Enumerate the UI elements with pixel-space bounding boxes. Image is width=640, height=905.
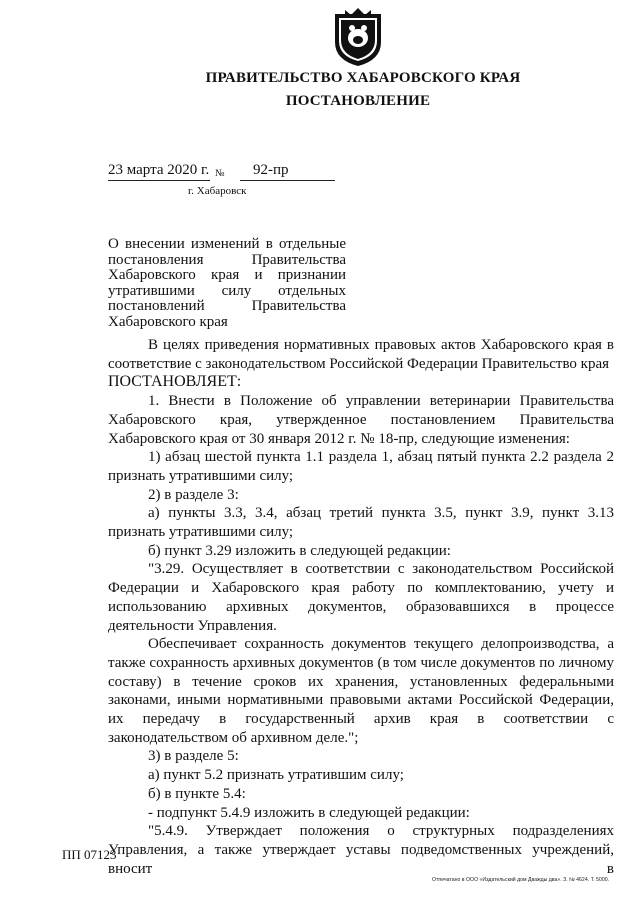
document-type: ПОСТАНОВЛЕНИЕ [285,93,431,109]
body-paragraph: а) пункт 5.2 признать утратившим силу; [148,767,404,784]
city-name: г. Хабаровск [188,185,247,197]
organization-title: ПРАВИТЕЛЬСТВО ХАБАРОВСКОГО КРАЯ [205,70,521,86]
decree-word: ПОСТАНОВЛЯЕТ: [108,373,242,391]
body-paragraph: "3.29. Осуществляет в соответствии с законодательством Российской Федерации и Хабаровского края работу по комплектованию, учету и использованию архивных документов, образовавшихся в процессе деятельности Управления. [108,561,614,634]
document-number: 92-пр [253,162,289,178]
body-paragraph: 3) в разделе 5: [148,748,239,765]
printer-note: Отпечатано в ООО «Издательский дом Дважды два». З. № 4624. Т. 5000. [432,877,610,883]
body-paragraph: Обеспечивает сохранность документов текущего делопроизводства, а также сохранность архивных документов (в том числе документов по личному составу) в течение сроков их хранения, установленных федеральными законами, иными нормативными правовыми актами Российской Федерации, их передачу в государственный архив края в соответствии с законодательством об архивном деле."; [108,636,614,746]
khabarovsk-coat-of-arms-icon [331,6,385,68]
document-subject: О внесении изменений в отдельные постановления Правительства Хабаровского края и признании утратившими силу отдельных постановлений Правительства Хабаровского края [108,236,346,330]
number-underline [240,180,335,181]
body-paragraph: а) пункты 3.3, 3.4, абзац третий пункта 3.5, пункт 3.9, пункт 3.13 признать утратившими силу; [108,505,614,541]
body-paragraph: б) в пункте 5.4: [148,785,246,802]
body-paragraph: 1. Внести в Положение об управлении ветеринарии Правительства Хабаровского края, утвержденное постановлением Правительства Хабаровского края от 30 января 2012 г. № 18-пр, следующие изменения: [108,393,614,447]
document-code: ПП 07123 [62,847,117,862]
body-paragraph: 1) абзац шестой пункта 1.1 раздела 1, абзац пятый пункта 2.2 раздела 2 признать утратившими силу; [108,449,614,484]
body-paragraph: - подпункт 5.4.9 изложить в следующей редакции: [148,804,470,821]
body-paragraph: В целях приведения нормативных правовых актов Хабаровского края в соответствие с законодательством Российской Федерации Правительство края [108,337,614,372]
date-underline [108,180,210,181]
document-body [108,336,614,878]
body-paragraph: б) пункт 3.29 изложить в следующей редакции: [148,542,451,559]
body-paragraph: 2) в разделе 3: [148,486,239,503]
document-date: 23 марта 2020 г. [108,162,210,178]
body-paragraph: "5.4.9. Утверждает положения о структурных подразделениях Управления, а также утверждает уставы подведомственных учреждений, вносит в [108,823,614,877]
number-sign: № [215,168,225,179]
